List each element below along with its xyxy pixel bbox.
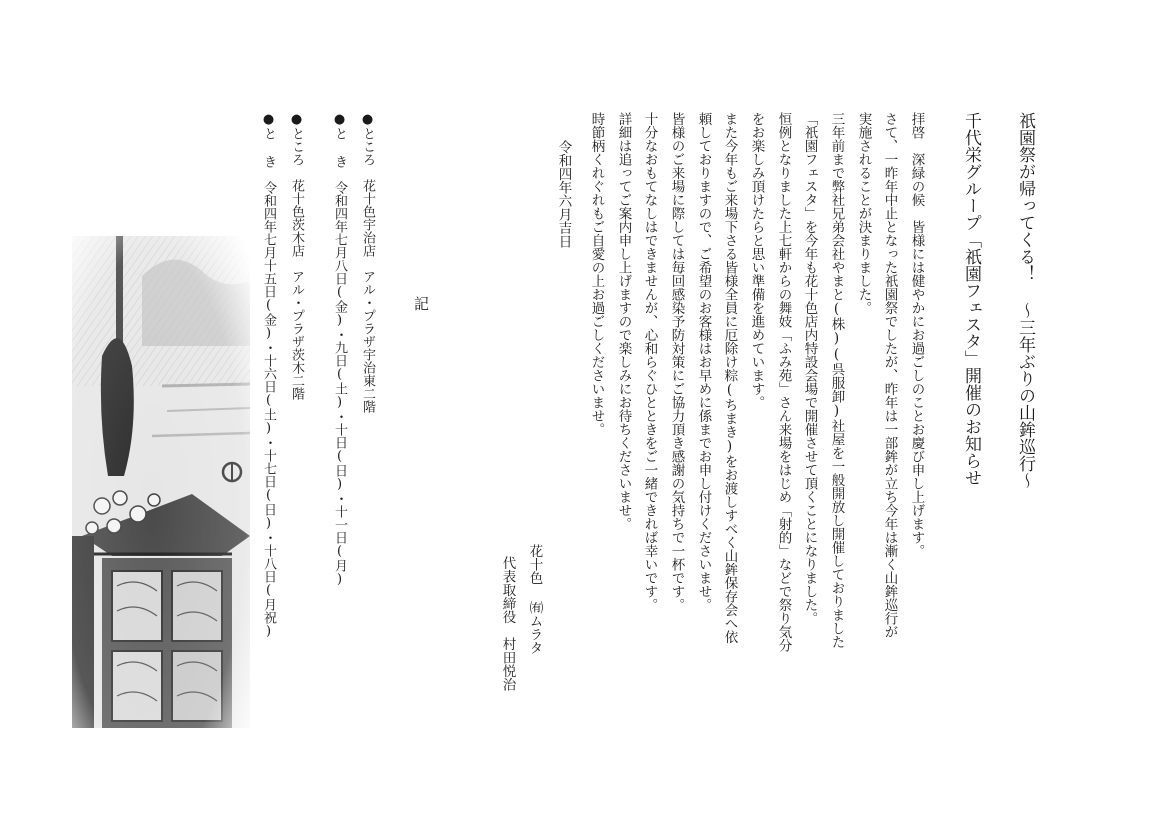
body-line-7: をお楽しみ頂けたらと思い準備を進めています。 [748, 112, 765, 409]
body-line-9: 頼しておりますので、ご希望のお客様はお早めに係までお申し付けくださいませ。 [695, 112, 712, 612]
detail-date-uji: ●と き 令和四年七月八日(金)・九日(土)・十日(日)・十一日(月) [332, 112, 347, 587]
body-line-13: 時節柄くれぐれもご自愛の上お過ごしくださいませ。 [588, 112, 605, 436]
gion-float-illustration [72, 236, 250, 728]
body-line-1: 拝啓 深緑の候 皆様には健やかにお過ごしのことお慶び申し上げます。 [908, 112, 925, 558]
page-subtitle: 千代栄グループ「祇園フェスタ」開催のお知らせ [961, 112, 981, 486]
letter-date: 令和四年六月吉日 [555, 140, 572, 248]
body-line-10: 皆様のご来場に際しては毎回感染予防対策にご協力頂き感謝の気持ちで一杯です。 [668, 112, 685, 612]
sender-person: 代表取締役 村田悦治 [499, 556, 516, 691]
body-line-5: 「祇園フェスタ」を今年も花十色店内特設会場で開催させて頂くことになりました。 [801, 112, 818, 625]
body-line-8: また今年もご来場下さる皆様全員に厄除け粽(ちまき)をお渡しすべく山鉾保存会へ依 [721, 112, 738, 644]
sender-company: 花十色 ㈲ムラタ [526, 544, 543, 655]
ki-heading: 記 [412, 296, 430, 311]
detail-date-ibaraki: ●と き 令和四年七月十五日(金)・十六日(土)・十七日(日)・十八日(月祝) [261, 112, 276, 639]
body-line-3: 実施されることが決まりました。 [855, 112, 872, 315]
body-line-6: 恒例となりました上七軒からの舞妓「ふみ苑」さん来場をはじめ「射的」などで祭り気分 [775, 112, 792, 652]
detail-place-ibaraki: ●ところ 花十色茨木店 アル・プラザ茨木二階 [289, 112, 304, 400]
body-line-2: さて、一昨年中止となった祇園祭でしたが、昨年は一部鉾が立ち今年は漸く山鉾巡行が [881, 112, 898, 639]
body-line-11: 十分なおもてなしはできませんが、心和らぐひとときをご一緒できれば幸いです。 [641, 112, 658, 612]
page-title: 祇園祭が帰ってくる！ 〜三年ぶりの山鉾巡行〜 [1015, 112, 1035, 489]
body-line-4: 三年前まで弊社兄弟会社やまと(株)(呉服卸)社屋を一般開放し開催しておりました [828, 112, 845, 649]
detail-place-uji: ●ところ 花十色宇治店 アル・プラザ宇治東二階 [360, 112, 375, 413]
body-line-12: 詳細は追ってご案内申し上げますので楽しみにお待ちくださいませ。 [615, 112, 632, 531]
